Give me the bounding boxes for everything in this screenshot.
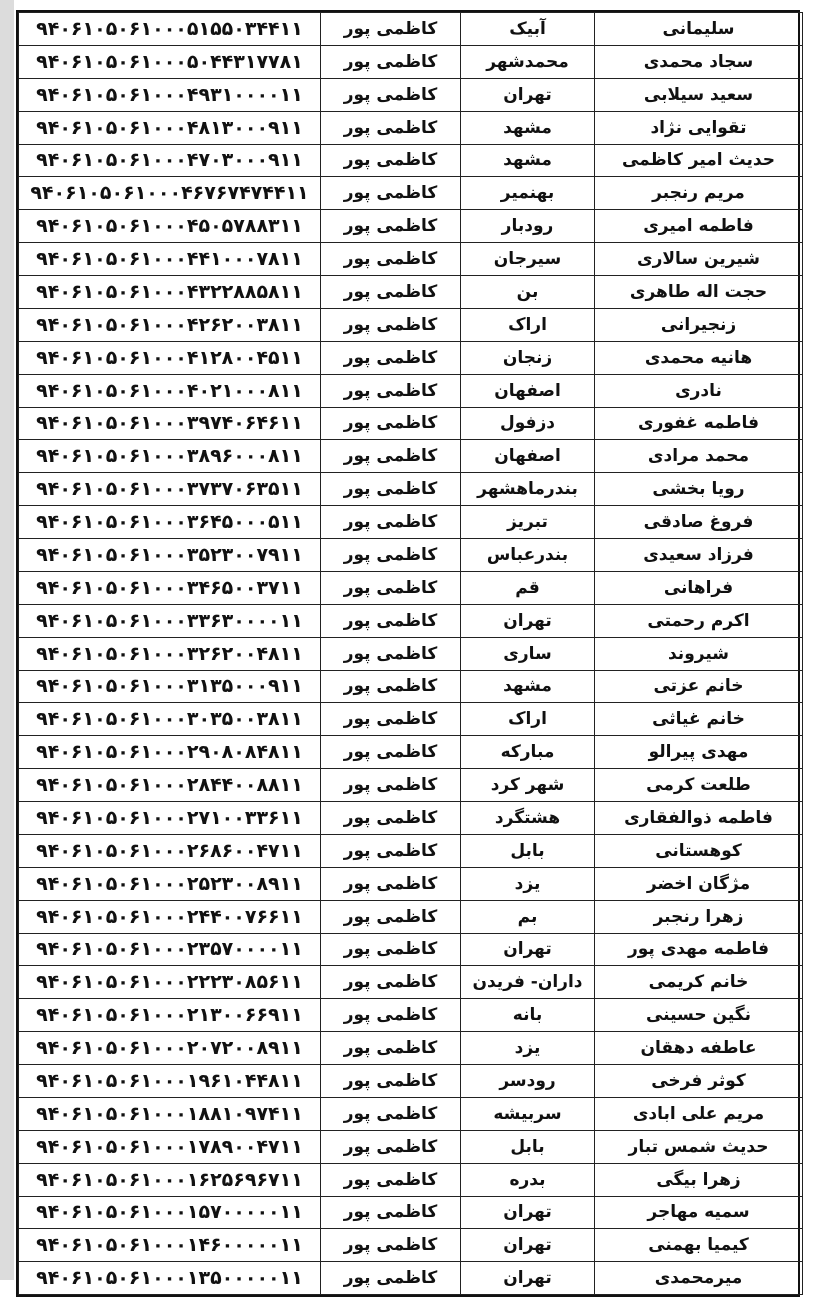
name-cell: سجاد محمدی	[595, 45, 803, 78]
name-cell: شیروند	[595, 637, 803, 670]
number-cell: ۹۴۰۶۱۰۵۰۶۱۰۰۰۳۲۶۲۰۰۴۸۱۱	[19, 637, 321, 670]
number-cell: ۹۴۰۶۱۰۵۰۶۱۰۰۰۳۳۶۳۰۰۰۰۱۱	[19, 604, 321, 637]
city-cell: بندرماهشهر	[461, 473, 595, 506]
number-cell: ۹۴۰۶۱۰۵۰۶۱۰۰۰۱۸۸۱۰۹۷۴۱۱	[19, 1097, 321, 1130]
city-cell: دزفول	[461, 407, 595, 440]
city-cell: مشهد	[461, 144, 595, 177]
city-cell: بم	[461, 900, 595, 933]
table-row	[19, 45, 803, 78]
number-cell: ۹۴۰۶۱۰۵۰۶۱۰۰۰۱۵۷۰۰۰۰۰۱۱	[19, 1196, 321, 1229]
table-row	[19, 867, 803, 900]
table-row	[19, 341, 803, 374]
number-cell: ۹۴۰۶۱۰۵۰۶۱۰۰۰۱۳۵۰۰۰۰۰۱۱	[19, 1262, 321, 1295]
city-cell: تبریز	[461, 506, 595, 539]
number-cell: ۹۴۰۶۱۰۵۰۶۱۰۰۰۴۲۶۲۰۰۳۸۱۱	[19, 308, 321, 341]
name-cell: سعید سیلابی	[595, 78, 803, 111]
table-row	[19, 670, 803, 703]
surname-cell: کاظمی پور	[321, 473, 461, 506]
number-cell: ۹۴۰۶۱۰۵۰۶۱۰۰۰۴۶۷۶۷۴۷۴۴۱۱	[19, 177, 321, 210]
city-cell: اصفهان	[461, 440, 595, 473]
city-cell: مبارکه	[461, 736, 595, 769]
table-row	[19, 13, 803, 46]
number-cell: ۹۴۰۶۱۰۵۰۶۱۰۰۰۱۶۲۵۶۹۶۷۱۱	[19, 1163, 321, 1196]
table-row	[19, 1130, 803, 1163]
name-cell: اکرم رحمتی	[595, 604, 803, 637]
page-edge-strip	[0, 0, 14, 1280]
records-table	[18, 12, 803, 1295]
records-table-container	[16, 10, 800, 1297]
table-row	[19, 604, 803, 637]
table-row	[19, 78, 803, 111]
number-cell: ۹۴۰۶۱۰۵۰۶۱۰۰۰۲۲۲۳۰۸۵۶۱۱	[19, 966, 321, 999]
number-cell: ۹۴۰۶۱۰۵۰۶۱۰۰۰۴۵۰۵۷۸۸۳۱۱	[19, 210, 321, 243]
city-cell: یزد	[461, 867, 595, 900]
surname-cell: کاظمی پور	[321, 539, 461, 572]
city-cell: بانه	[461, 999, 595, 1032]
name-cell: فاطمه غفوری	[595, 407, 803, 440]
table-row	[19, 374, 803, 407]
number-cell: ۹۴۰۶۱۰۵۰۶۱۰۰۰۳۹۷۴۰۶۴۶۱۱	[19, 407, 321, 440]
name-cell: عاطفه دهقان	[595, 1032, 803, 1065]
city-cell: تهران	[461, 1196, 595, 1229]
number-cell: ۹۴۰۶۱۰۵۰۶۱۰۰۰۲۵۲۳۰۰۸۹۱۱	[19, 867, 321, 900]
name-cell: خانم غیاثی	[595, 703, 803, 736]
table-row	[19, 276, 803, 309]
name-cell: طلعت کرمی	[595, 769, 803, 802]
surname-cell: کاظمی پور	[321, 13, 461, 46]
city-cell: ساری	[461, 637, 595, 670]
table-row	[19, 834, 803, 867]
number-cell: ۹۴۰۶۱۰۵۰۶۱۰۰۰۲۸۴۴۰۰۸۸۱۱	[19, 769, 321, 802]
city-cell: قم	[461, 571, 595, 604]
name-cell: فاطمه ذوالفقاری	[595, 802, 803, 835]
number-cell: ۹۴۰۶۱۰۵۰۶۱۰۰۰۳۵۲۳۰۰۷۹۱۱	[19, 539, 321, 572]
surname-cell: کاظمی پور	[321, 802, 461, 835]
table-row	[19, 111, 803, 144]
number-cell: ۹۴۰۶۱۰۵۰۶۱۰۰۰۳۷۳۷۰۶۳۵۱۱	[19, 473, 321, 506]
surname-cell: کاظمی پور	[321, 637, 461, 670]
city-cell: اراک	[461, 703, 595, 736]
city-cell: تهران	[461, 78, 595, 111]
number-cell: ۹۴۰۶۱۰۵۰۶۱۰۰۰۲۷۱۰۰۳۳۶۱۱	[19, 802, 321, 835]
number-cell: ۹۴۰۶۱۰۵۰۶۱۰۰۰۳۶۴۵۰۰۰۵۱۱	[19, 506, 321, 539]
surname-cell: کاظمی پور	[321, 900, 461, 933]
name-cell: خانم کریمی	[595, 966, 803, 999]
name-cell: نگین حسینی	[595, 999, 803, 1032]
surname-cell: کاظمی پور	[321, 1229, 461, 1262]
surname-cell: کاظمی پور	[321, 407, 461, 440]
city-cell: تهران	[461, 604, 595, 637]
surname-cell: کاظمی پور	[321, 45, 461, 78]
city-cell: مشهد	[461, 111, 595, 144]
city-cell: بدره	[461, 1163, 595, 1196]
city-cell: بابل	[461, 834, 595, 867]
name-cell: زنجیرانی	[595, 308, 803, 341]
surname-cell: کاظمی پور	[321, 78, 461, 111]
city-cell: سربیشه	[461, 1097, 595, 1130]
table-row	[19, 440, 803, 473]
city-cell: بابل	[461, 1130, 595, 1163]
number-cell: ۹۴۰۶۱۰۵۰۶۱۰۰۰۳۰۳۵۰۰۳۸۱۱	[19, 703, 321, 736]
city-cell: محمدشهر	[461, 45, 595, 78]
number-cell: ۹۴۰۶۱۰۵۰۶۱۰۰۰۴۹۳۱۰۰۰۰۱۱	[19, 78, 321, 111]
table-row	[19, 473, 803, 506]
city-cell: سیرجان	[461, 243, 595, 276]
city-cell: رودبار	[461, 210, 595, 243]
name-cell: میرمحمدی	[595, 1262, 803, 1295]
city-cell: آبیک	[461, 13, 595, 46]
city-cell: بهنمیر	[461, 177, 595, 210]
number-cell: ۹۴۰۶۱۰۵۰۶۱۰۰۰۱۴۶۰۰۰۰۰۱۱	[19, 1229, 321, 1262]
table-row	[19, 308, 803, 341]
table-row	[19, 1032, 803, 1065]
surname-cell: کاظمی پور	[321, 1032, 461, 1065]
table-row	[19, 933, 803, 966]
name-cell: فراهانی	[595, 571, 803, 604]
name-cell: هانیه محمدی	[595, 341, 803, 374]
number-cell: ۹۴۰۶۱۰۵۰۶۱۰۰۰۴۱۲۸۰۰۴۵۱۱	[19, 341, 321, 374]
city-cell: اصفهان	[461, 374, 595, 407]
table-row	[19, 1097, 803, 1130]
city-cell: زنجان	[461, 341, 595, 374]
name-cell: فاطمه امیری	[595, 210, 803, 243]
number-cell: ۹۴۰۶۱۰۵۰۶۱۰۰۰۳۸۹۶۰۰۰۸۱۱	[19, 440, 321, 473]
number-cell: ۹۴۰۶۱۰۵۰۶۱۰۰۰۴۳۲۲۸۸۵۸۱۱	[19, 276, 321, 309]
surname-cell: کاظمی پور	[321, 670, 461, 703]
name-cell: تقوایی نژاد	[595, 111, 803, 144]
name-cell: حجت اله طاهری	[595, 276, 803, 309]
city-cell: داران- فریدن	[461, 966, 595, 999]
surname-cell: کاظمی پور	[321, 736, 461, 769]
surname-cell: کاظمی پور	[321, 308, 461, 341]
city-cell: بن	[461, 276, 595, 309]
surname-cell: کاظمی پور	[321, 999, 461, 1032]
surname-cell: کاظمی پور	[321, 243, 461, 276]
name-cell: مژگان اخضر	[595, 867, 803, 900]
surname-cell: کاظمی پور	[321, 341, 461, 374]
surname-cell: کاظمی پور	[321, 276, 461, 309]
number-cell: ۹۴۰۶۱۰۵۰۶۱۰۰۰۲۹۰۸۰۸۴۸۱۱	[19, 736, 321, 769]
name-cell: کیمیا بهمنی	[595, 1229, 803, 1262]
surname-cell: کاظمی پور	[321, 933, 461, 966]
number-cell: ۹۴۰۶۱۰۵۰۶۱۰۰۰۱۷۸۹۰۰۴۷۱۱	[19, 1130, 321, 1163]
name-cell: مهدی پیرالو	[595, 736, 803, 769]
name-cell: فاطمه مهدی پور	[595, 933, 803, 966]
table-row	[19, 539, 803, 572]
name-cell: شیرین سالاری	[595, 243, 803, 276]
table-row	[19, 407, 803, 440]
city-cell: هشتگرد	[461, 802, 595, 835]
surname-cell: کاظمی پور	[321, 604, 461, 637]
table-row	[19, 999, 803, 1032]
table-row	[19, 1196, 803, 1229]
name-cell: نادری	[595, 374, 803, 407]
name-cell: مریم علی ابادی	[595, 1097, 803, 1130]
surname-cell: کاظمی پور	[321, 177, 461, 210]
city-cell: تهران	[461, 1262, 595, 1295]
city-cell: یزد	[461, 1032, 595, 1065]
surname-cell: کاظمی پور	[321, 703, 461, 736]
number-cell: ۹۴۰۶۱۰۵۰۶۱۰۰۰۴۴۱۰۰۰۷۸۱۱	[19, 243, 321, 276]
surname-cell: کاظمی پور	[321, 210, 461, 243]
number-cell: ۹۴۰۶۱۰۵۰۶۱۰۰۰۵۰۴۴۳۱۷۷۸۱	[19, 45, 321, 78]
table-row	[19, 736, 803, 769]
number-cell: ۹۴۰۶۱۰۵۰۶۱۰۰۰۱۹۶۱۰۴۴۸۱۱	[19, 1065, 321, 1098]
number-cell: ۹۴۰۶۱۰۵۰۶۱۰۰۰۴۷۰۳۰۰۰۹۱۱	[19, 144, 321, 177]
surname-cell: کاظمی پور	[321, 1065, 461, 1098]
surname-cell: کاظمی پور	[321, 769, 461, 802]
table-row	[19, 802, 803, 835]
name-cell: فرزاد سعیدی	[595, 539, 803, 572]
surname-cell: کاظمی پور	[321, 144, 461, 177]
city-cell: اراک	[461, 308, 595, 341]
name-cell: سمیه مهاجر	[595, 1196, 803, 1229]
number-cell: ۹۴۰۶۱۰۵۰۶۱۰۰۰۳۱۳۵۰۰۰۹۱۱	[19, 670, 321, 703]
city-cell: تهران	[461, 933, 595, 966]
table-row	[19, 966, 803, 999]
city-cell: مشهد	[461, 670, 595, 703]
name-cell: کوهستانی	[595, 834, 803, 867]
surname-cell: کاظمی پور	[321, 111, 461, 144]
number-cell: ۹۴۰۶۱۰۵۰۶۱۰۰۰۴۸۱۳۰۰۰۹۱۱	[19, 111, 321, 144]
name-cell: کوثر فرخی	[595, 1065, 803, 1098]
table-row	[19, 637, 803, 670]
table-row	[19, 571, 803, 604]
table-row	[19, 1262, 803, 1295]
name-cell: حدیث شمس تبار	[595, 1130, 803, 1163]
table-row	[19, 506, 803, 539]
name-cell: حدیث امیر کاظمی	[595, 144, 803, 177]
surname-cell: کاظمی پور	[321, 1262, 461, 1295]
table-row	[19, 1065, 803, 1098]
table-row	[19, 1229, 803, 1262]
number-cell: ۹۴۰۶۱۰۵۰۶۱۰۰۰۳۴۶۵۰۰۳۷۱۱	[19, 571, 321, 604]
name-cell: سلیمانی	[595, 13, 803, 46]
city-cell: رودسر	[461, 1065, 595, 1098]
city-cell: تهران	[461, 1229, 595, 1262]
name-cell: فروغ صادقی	[595, 506, 803, 539]
table-row	[19, 1163, 803, 1196]
number-cell: ۹۴۰۶۱۰۵۰۶۱۰۰۰۲۱۳۰۰۶۶۹۱۱	[19, 999, 321, 1032]
surname-cell: کاظمی پور	[321, 867, 461, 900]
surname-cell: کاظمی پور	[321, 506, 461, 539]
surname-cell: کاظمی پور	[321, 1130, 461, 1163]
table-row	[19, 177, 803, 210]
surname-cell: کاظمی پور	[321, 440, 461, 473]
table-row	[19, 900, 803, 933]
surname-cell: کاظمی پور	[321, 966, 461, 999]
number-cell: ۹۴۰۶۱۰۵۰۶۱۰۰۰۵۱۵۵۰۳۴۴۱۱	[19, 13, 321, 46]
name-cell: خانم عزتی	[595, 670, 803, 703]
number-cell: ۹۴۰۶۱۰۵۰۶۱۰۰۰۲۰۷۲۰۰۸۹۱۱	[19, 1032, 321, 1065]
name-cell: زهرا بیگی	[595, 1163, 803, 1196]
city-cell: شهر کرد	[461, 769, 595, 802]
city-cell: بندرعباس	[461, 539, 595, 572]
name-cell: محمد مرادی	[595, 440, 803, 473]
records-table-body	[19, 13, 803, 1295]
number-cell: ۹۴۰۶۱۰۵۰۶۱۰۰۰۴۰۲۱۰۰۰۸۱۱	[19, 374, 321, 407]
surname-cell: کاظمی پور	[321, 1196, 461, 1229]
number-cell: ۹۴۰۶۱۰۵۰۶۱۰۰۰۲۴۴۰۰۷۶۶۱۱	[19, 900, 321, 933]
surname-cell: کاظمی پور	[321, 374, 461, 407]
number-cell: ۹۴۰۶۱۰۵۰۶۱۰۰۰۲۶۸۶۰۰۴۷۱۱	[19, 834, 321, 867]
number-cell: ۹۴۰۶۱۰۵۰۶۱۰۰۰۲۳۵۷۰۰۰۰۱۱	[19, 933, 321, 966]
table-row	[19, 703, 803, 736]
name-cell: مریم رنجبر	[595, 177, 803, 210]
surname-cell: کاظمی پور	[321, 1163, 461, 1196]
table-row	[19, 769, 803, 802]
name-cell: رویا بخشی	[595, 473, 803, 506]
surname-cell: کاظمی پور	[321, 571, 461, 604]
table-row	[19, 243, 803, 276]
table-row	[19, 144, 803, 177]
surname-cell: کاظمی پور	[321, 834, 461, 867]
surname-cell: کاظمی پور	[321, 1097, 461, 1130]
name-cell: زهرا رنجبر	[595, 900, 803, 933]
table-row	[19, 210, 803, 243]
